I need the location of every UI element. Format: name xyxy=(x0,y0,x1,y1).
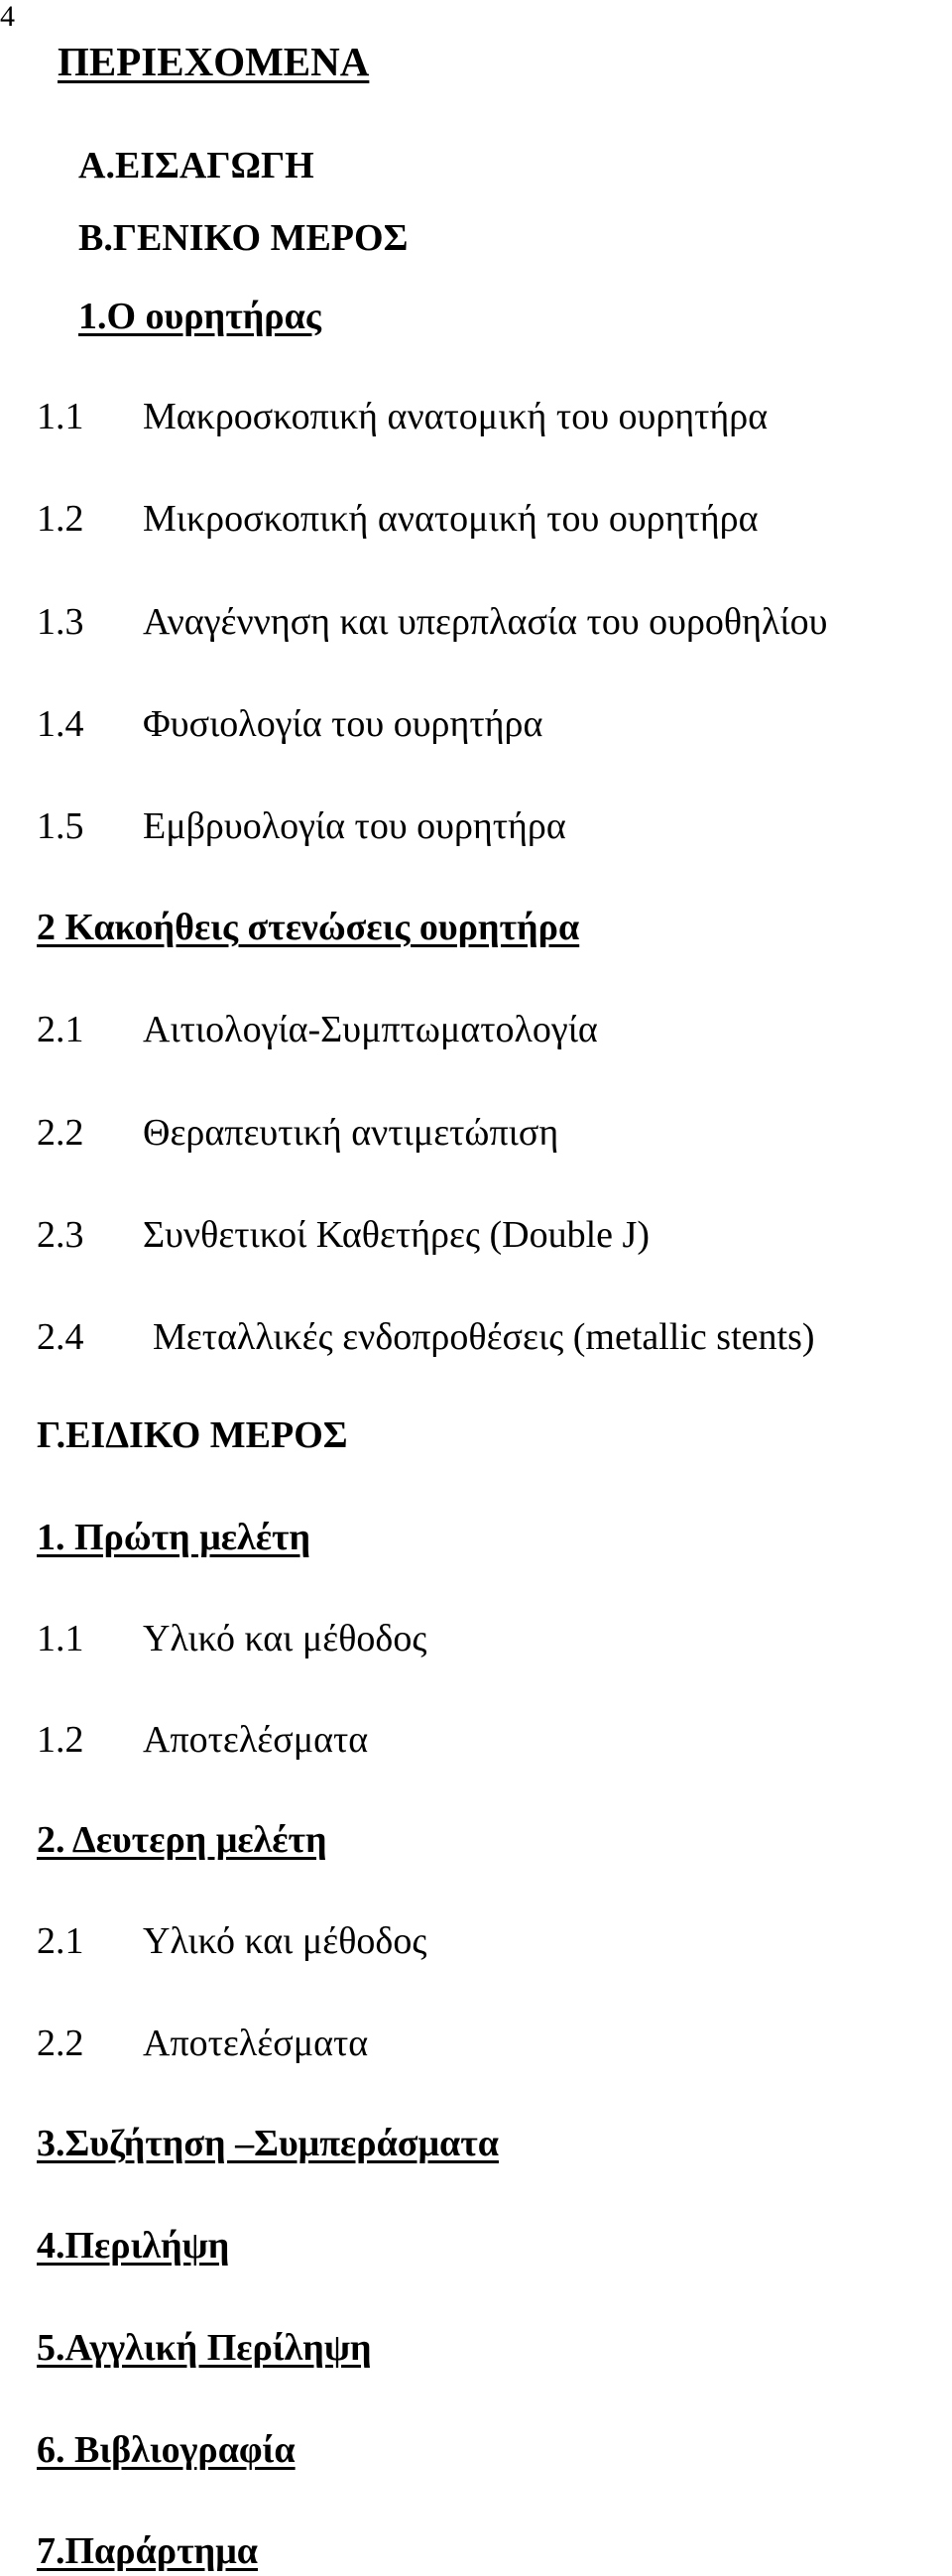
study2-heading: 2. Δευτερη μελέτη xyxy=(37,1819,327,1861)
toc-entry-number: 2.2 xyxy=(37,1112,84,1154)
summary-heading: 4.Περιλήψη xyxy=(37,2225,230,2267)
toc-entry-text: Αποτελέσματα xyxy=(143,1719,369,1761)
toc-entry-text: Αιτιολογία-Συμπτωματολογία xyxy=(143,1009,598,1050)
bibliography-heading: 6. Βιβλιογραφία xyxy=(37,2429,296,2471)
section-special: Γ.ΕΙΔΙΚΟ ΜΕΡΟΣ xyxy=(37,1414,348,1456)
toc-entry-text: Φυσιολογία του ουρητήρα xyxy=(143,703,543,745)
chapter2-heading: 2 Κακοήθεις στενώσεις ουρητήρα xyxy=(37,907,580,948)
toc-entry-number: 2.2 xyxy=(37,2023,84,2064)
toc-entry xyxy=(37,1718,368,1762)
toc-entry-number: 2.1 xyxy=(37,1920,84,1962)
toc-entry xyxy=(37,600,827,644)
toc-entry-text: Συνθετικοί Καθετήρες (Double J) xyxy=(143,1214,650,1256)
toc-entry xyxy=(37,497,759,541)
toc-entry-number: 1.5 xyxy=(37,805,84,847)
appendix-heading: 7.Παράρτημα xyxy=(37,2530,258,2572)
toc-entry-text: Εμβρυολογία του ουρητήρα xyxy=(143,805,566,847)
chapter1-heading: 1.Ο ουρητήρας xyxy=(78,296,321,337)
toc-entry-number: 1.2 xyxy=(37,1719,84,1761)
toc-entry xyxy=(37,804,566,848)
toc-entry-text: Αναγέννηση και υπερπλασία του ουροθηλίου xyxy=(143,601,828,643)
english-summary-heading: 5.Αγγλική Περίληψη xyxy=(37,2327,372,2369)
discussion-heading: 3.Συζήτηση –Συμπεράσματα xyxy=(37,2123,499,2164)
toc-entry xyxy=(37,1111,558,1155)
toc-entry xyxy=(37,1617,426,1660)
toc-entry xyxy=(37,1919,426,1963)
toc-entry-text: Αποτελέσματα xyxy=(143,2023,369,2064)
section-intro: Α.ΕΙΣΑΓΩΓΗ xyxy=(78,145,314,186)
toc-entry-number: 1.1 xyxy=(37,1618,84,1659)
page-number: 4 xyxy=(0,0,15,33)
toc-entry-text: Μικροσκοπική ανατομική του ουρητήρα xyxy=(143,498,759,540)
page-title: ΠΕΡΙΕΧΟΜΕΝΑ xyxy=(58,39,370,84)
toc-entry-number: 2.3 xyxy=(37,1214,84,1256)
toc-entry xyxy=(37,1008,598,1051)
toc-entry xyxy=(37,1315,815,1359)
toc-entry xyxy=(37,1213,650,1257)
toc-entry-text: Υλικό και μέθοδος xyxy=(143,1618,427,1659)
toc-entry xyxy=(37,2022,368,2065)
study1-heading: 1. Πρώτη μελέτη xyxy=(37,1517,311,1558)
toc-entry-text: Μακροσκοπική ανατομική του ουρητήρα xyxy=(143,396,769,437)
toc-entry xyxy=(37,702,542,746)
toc-entry-number: 2.1 xyxy=(37,1009,84,1050)
toc-entry-number: 1.4 xyxy=(37,703,84,745)
section-general: Β.ΓΕΝΙΚΟ ΜΕΡΟΣ xyxy=(78,217,409,259)
toc-entry-text: Θεραπευτική αντιμετώπιση xyxy=(143,1112,559,1154)
toc-entry-number: 1.2 xyxy=(37,498,84,540)
toc-entry-text: Μεταλλικές ενδοπροθέσεις (metallic stents) xyxy=(153,1316,815,1358)
toc-entry-text: Υλικό και μέθοδος xyxy=(143,1920,427,1962)
toc-entry xyxy=(37,395,768,438)
toc-entry-number: 2.4 xyxy=(37,1316,84,1358)
toc-entry-number: 1.3 xyxy=(37,601,84,643)
toc-entry-number: 1.1 xyxy=(37,396,84,437)
